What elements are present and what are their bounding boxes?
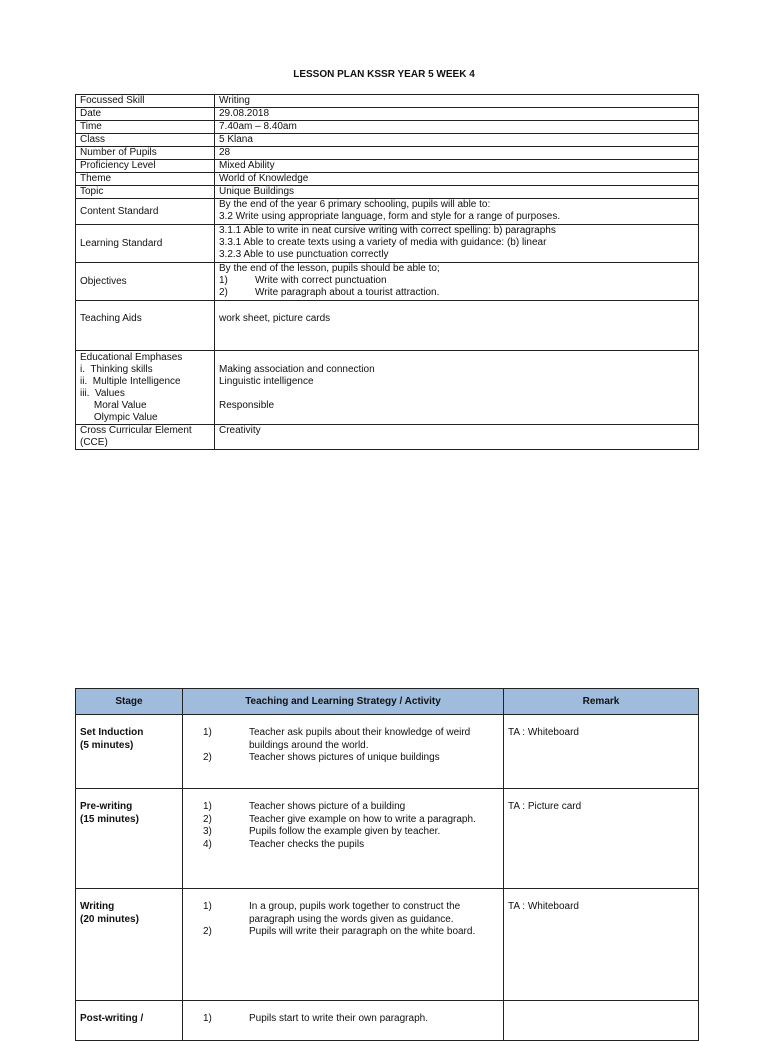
- learning-standard-line: 3.3.1 Able to create texts using a variety of media with guidance: (b) linear: [219, 237, 547, 248]
- table-row: [76, 225, 699, 263]
- value-proficiency: Mixed Ability: [215, 160, 699, 173]
- stage-cell: [76, 1001, 183, 1041]
- cce-label-line: Cross Curricular Element: [80, 425, 192, 436]
- label-educational-emphases: [76, 351, 215, 425]
- list-item: [191, 801, 499, 814]
- emphasis-value-line: [219, 352, 694, 364]
- learning-standard-line: 3.2.3 Able to use punctuation correctly: [219, 249, 389, 260]
- step-text: Pupils will write their paragraph on the white board.: [249, 926, 476, 937]
- step-number: 1): [203, 727, 212, 738]
- list-item: [191, 926, 499, 939]
- content-standard-line: 3.2 Write using appropriate language, form and style for a range of purposes.: [219, 211, 561, 222]
- table-row: [76, 351, 699, 425]
- table-row: [76, 1001, 699, 1041]
- value-teaching-aids: work sheet, picture cards: [215, 301, 699, 351]
- label-cce: [76, 425, 215, 450]
- label-proficiency: Proficiency Level: [76, 160, 215, 173]
- table-row: [76, 160, 699, 173]
- learning-standard-line: 3.1.1 Able to write in neat cursive writing with correct spelling: b) paragraphs: [219, 225, 556, 236]
- step-number: 2): [203, 752, 212, 763]
- label-learning-standard: Learning Standard: [76, 225, 215, 263]
- value-content-standard: [215, 199, 699, 225]
- value-cce: Creativity: [215, 425, 699, 450]
- list-text: Write paragraph about a tourist attraction.: [255, 287, 440, 298]
- remark-cell: [504, 1001, 699, 1041]
- header-strategy: Teaching and Learning Strategy / Activity: [183, 689, 504, 715]
- header-remark: Remark: [504, 689, 699, 715]
- emphasis-label-line: Olympic Value: [80, 412, 158, 423]
- step-number: 1): [203, 1013, 212, 1024]
- stage-cell: [76, 715, 183, 789]
- cce-label-line: (CCE): [80, 437, 108, 448]
- value-time: 7.40am – 8.40am: [215, 121, 699, 134]
- remark-cell: TA : Picture card: [504, 789, 699, 889]
- table-row: [76, 889, 699, 1001]
- list-item: [191, 826, 499, 839]
- step-number: 2): [203, 926, 212, 937]
- step-text: Pupils start to write their own paragraph.: [249, 1013, 428, 1024]
- table-row: [76, 173, 699, 186]
- stage-cell: [76, 889, 183, 1001]
- table-row: [76, 95, 699, 108]
- stage-duration: (5 minutes): [80, 739, 134, 751]
- step-text: Teacher shows pictures of unique buildings: [249, 752, 440, 763]
- value-pupils: 28: [215, 147, 699, 160]
- list-item: [191, 814, 499, 827]
- step-text: Pupils follow the example given by teacher.: [249, 826, 441, 837]
- step-text: In a group, pupils work together to construct the paragraph using the words given as guidance.: [249, 901, 461, 925]
- list-item: [219, 275, 694, 287]
- label-objectives: Objectives: [76, 263, 215, 301]
- table-row: [76, 199, 699, 225]
- table-row: [76, 121, 699, 134]
- table-row: [76, 134, 699, 147]
- header-stage: Stage: [76, 689, 183, 715]
- list-item: [191, 752, 499, 765]
- activity-table: [75, 688, 699, 1041]
- emphasis-value-line: Linguistic intelligence: [219, 376, 314, 387]
- emphasis-value-line: Making association and connection: [219, 364, 375, 375]
- step-text: Teacher give example on how to write a paragraph.: [249, 813, 476, 825]
- step-text: Teacher checks the pupils: [249, 838, 365, 850]
- table-row: [76, 789, 699, 889]
- content-standard-line: By the end of the year 6 primary schooling, pupils will able to:: [219, 199, 491, 210]
- step-text: Teacher shows picture of a building: [249, 801, 406, 812]
- remark-cell: TA : Whiteboard: [504, 715, 699, 789]
- list-item: [191, 901, 499, 926]
- emphasis-label-line: ii. Multiple Intelligence: [80, 376, 181, 387]
- strategy-cell: [183, 889, 504, 1001]
- table-row: [76, 108, 699, 121]
- label-topic: Topic: [76, 186, 215, 199]
- value-date: 29.08.2018: [215, 108, 699, 121]
- strategy-cell: [183, 1001, 504, 1041]
- step-number: 4): [203, 838, 212, 850]
- stage-cell: [76, 789, 183, 889]
- value-educational-emphases: [215, 351, 699, 425]
- stage-name: Post-writing /: [80, 1013, 144, 1024]
- list-item: [191, 839, 499, 852]
- stage-name: Set Induction: [80, 727, 144, 738]
- step-number: 1): [203, 901, 212, 912]
- table-row: [76, 186, 699, 199]
- objectives-intro: By the end of the lesson, pupils should be able to;: [219, 263, 440, 274]
- stage-duration: (20 minutes): [80, 913, 139, 925]
- table-header-row: [76, 689, 699, 715]
- step-number: 1): [203, 801, 212, 812]
- emphasis-value-line: [219, 388, 694, 400]
- stage-duration: (15 minutes): [80, 813, 139, 825]
- step-text: Teacher ask pupils about their knowledge of weird buildings around the world.: [249, 727, 471, 751]
- emphasis-value-line: [219, 412, 694, 424]
- table-row: [76, 715, 699, 789]
- list-number: 1): [219, 275, 228, 286]
- table-row: [76, 263, 699, 301]
- list-text: Write with correct punctuation: [255, 275, 387, 286]
- emphasis-label-line: Educational Emphases: [80, 352, 183, 363]
- label-focussed-skill: Focussed Skill: [76, 95, 215, 108]
- label-date: Date: [76, 108, 215, 121]
- step-number: 2): [203, 813, 212, 825]
- list-number: 2): [219, 287, 228, 298]
- table-row: [76, 301, 699, 351]
- value-objectives: [215, 263, 699, 301]
- list-item: [191, 727, 499, 752]
- step-number: 3): [203, 826, 212, 837]
- strategy-cell: [183, 715, 504, 789]
- table-row: [76, 147, 699, 160]
- label-pupils: Number of Pupils: [76, 147, 215, 160]
- emphasis-label-line: i. Thinking skills: [80, 364, 153, 375]
- value-learning-standard: [215, 225, 699, 263]
- label-theme: Theme: [76, 173, 215, 186]
- emphasis-value-line: Responsible: [219, 400, 275, 411]
- label-content-standard: Content Standard: [76, 199, 215, 225]
- label-class: Class: [76, 134, 215, 147]
- list-item: [219, 287, 694, 299]
- value-theme: World of Knowledge: [215, 173, 699, 186]
- page-title: LESSON PLAN KSSR YEAR 5 WEEK 4: [293, 69, 475, 80]
- value-class: 5 Klana: [215, 134, 699, 147]
- emphasis-label-line: iii. Values: [80, 388, 125, 399]
- emphasis-label-line: Moral Value: [80, 400, 147, 411]
- table-row: [76, 425, 699, 450]
- remark-cell: TA : Whiteboard: [504, 889, 699, 1001]
- label-time: Time: [76, 121, 215, 134]
- value-focussed-skill: Writing: [215, 95, 699, 108]
- stage-name: Writing: [80, 901, 115, 912]
- strategy-cell: [183, 789, 504, 889]
- stage-name: Pre-writing: [80, 801, 133, 812]
- lesson-info-table: [75, 94, 699, 450]
- value-topic: Unique Buildings: [215, 186, 699, 199]
- label-teaching-aids: Teaching Aids: [76, 301, 215, 351]
